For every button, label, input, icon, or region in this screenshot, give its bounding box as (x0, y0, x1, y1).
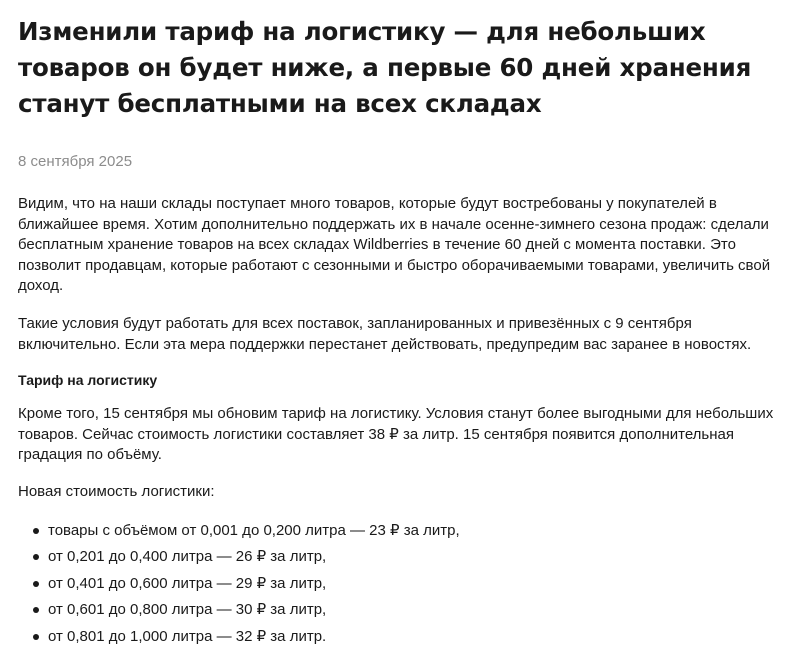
list-item (18, 574, 786, 594)
bullet-icon (33, 581, 39, 587)
tariff-item-label: от 0,601 до 0,800 литра — 30 ₽ за литр, (48, 601, 327, 619)
article-date: 8 сентября 2025 (18, 153, 133, 170)
tariff-item-label: товары с объёмом от 0,001 до 0,200 литра — 23 ₽ за литр, (48, 521, 460, 539)
tariff-item-label: от 0,201 до 0,400 литра — 26 ₽ за литр, (48, 548, 327, 566)
article-title: Изменили тариф на логистику — для небольших товаров он будет ниже, а первые 60 дней хранения станут бесплатными на всех складах (18, 17, 752, 118)
article-paragraph-2: Такие условия будут работать для всех поставок, запланированных и привезённых с 9 сентября включительно. Если эта мера поддержки перестанет действовать, предупредим вас заранее в новостях. (18, 314, 752, 353)
bullet-icon (33, 554, 39, 560)
tariff-item-label: от 0,401 до 0,600 литра — 29 ₽ за литр, (48, 574, 327, 592)
tariff-list (18, 521, 786, 647)
list-item (18, 627, 786, 647)
section-heading-logistics: Тариф на логистику (18, 372, 158, 389)
list-item (18, 547, 786, 567)
list-item (18, 600, 786, 620)
list-item (18, 521, 786, 541)
article-body (18, 194, 786, 647)
article-paragraph-4: Новая стоимость логистики: (18, 482, 215, 500)
bullet-icon (33, 607, 39, 613)
bullet-icon (33, 528, 39, 534)
tariff-item-label: от 0,801 до 1,000 литра — 32 ₽ за литр. (48, 627, 327, 645)
article-paragraph-3: Кроме того, 15 сентября мы обновим тариф на логистику. Условия станут более выгодными для небольших товаров. Сейчас стоимость логистики составляет 38 ₽ за литр. 15 сентября появится дополнительная градация по объёму. (18, 405, 774, 464)
bullet-icon (33, 634, 39, 640)
article-paragraph-1: Видим, что на наши склады поступает много товаров, которые будут востребованы у покупателей в ближайшее время. Хотим дополнительно поддержать их в начале осенне-зимнего сезона продаж: сделали бесплатным хранение товаров на всех складах Wildberries в течение 60 дней с момента поставки. Это позволит продавцам, которые работают с сезонными и быстро оборачиваемыми товарами, увеличить свой доход. (18, 195, 771, 295)
